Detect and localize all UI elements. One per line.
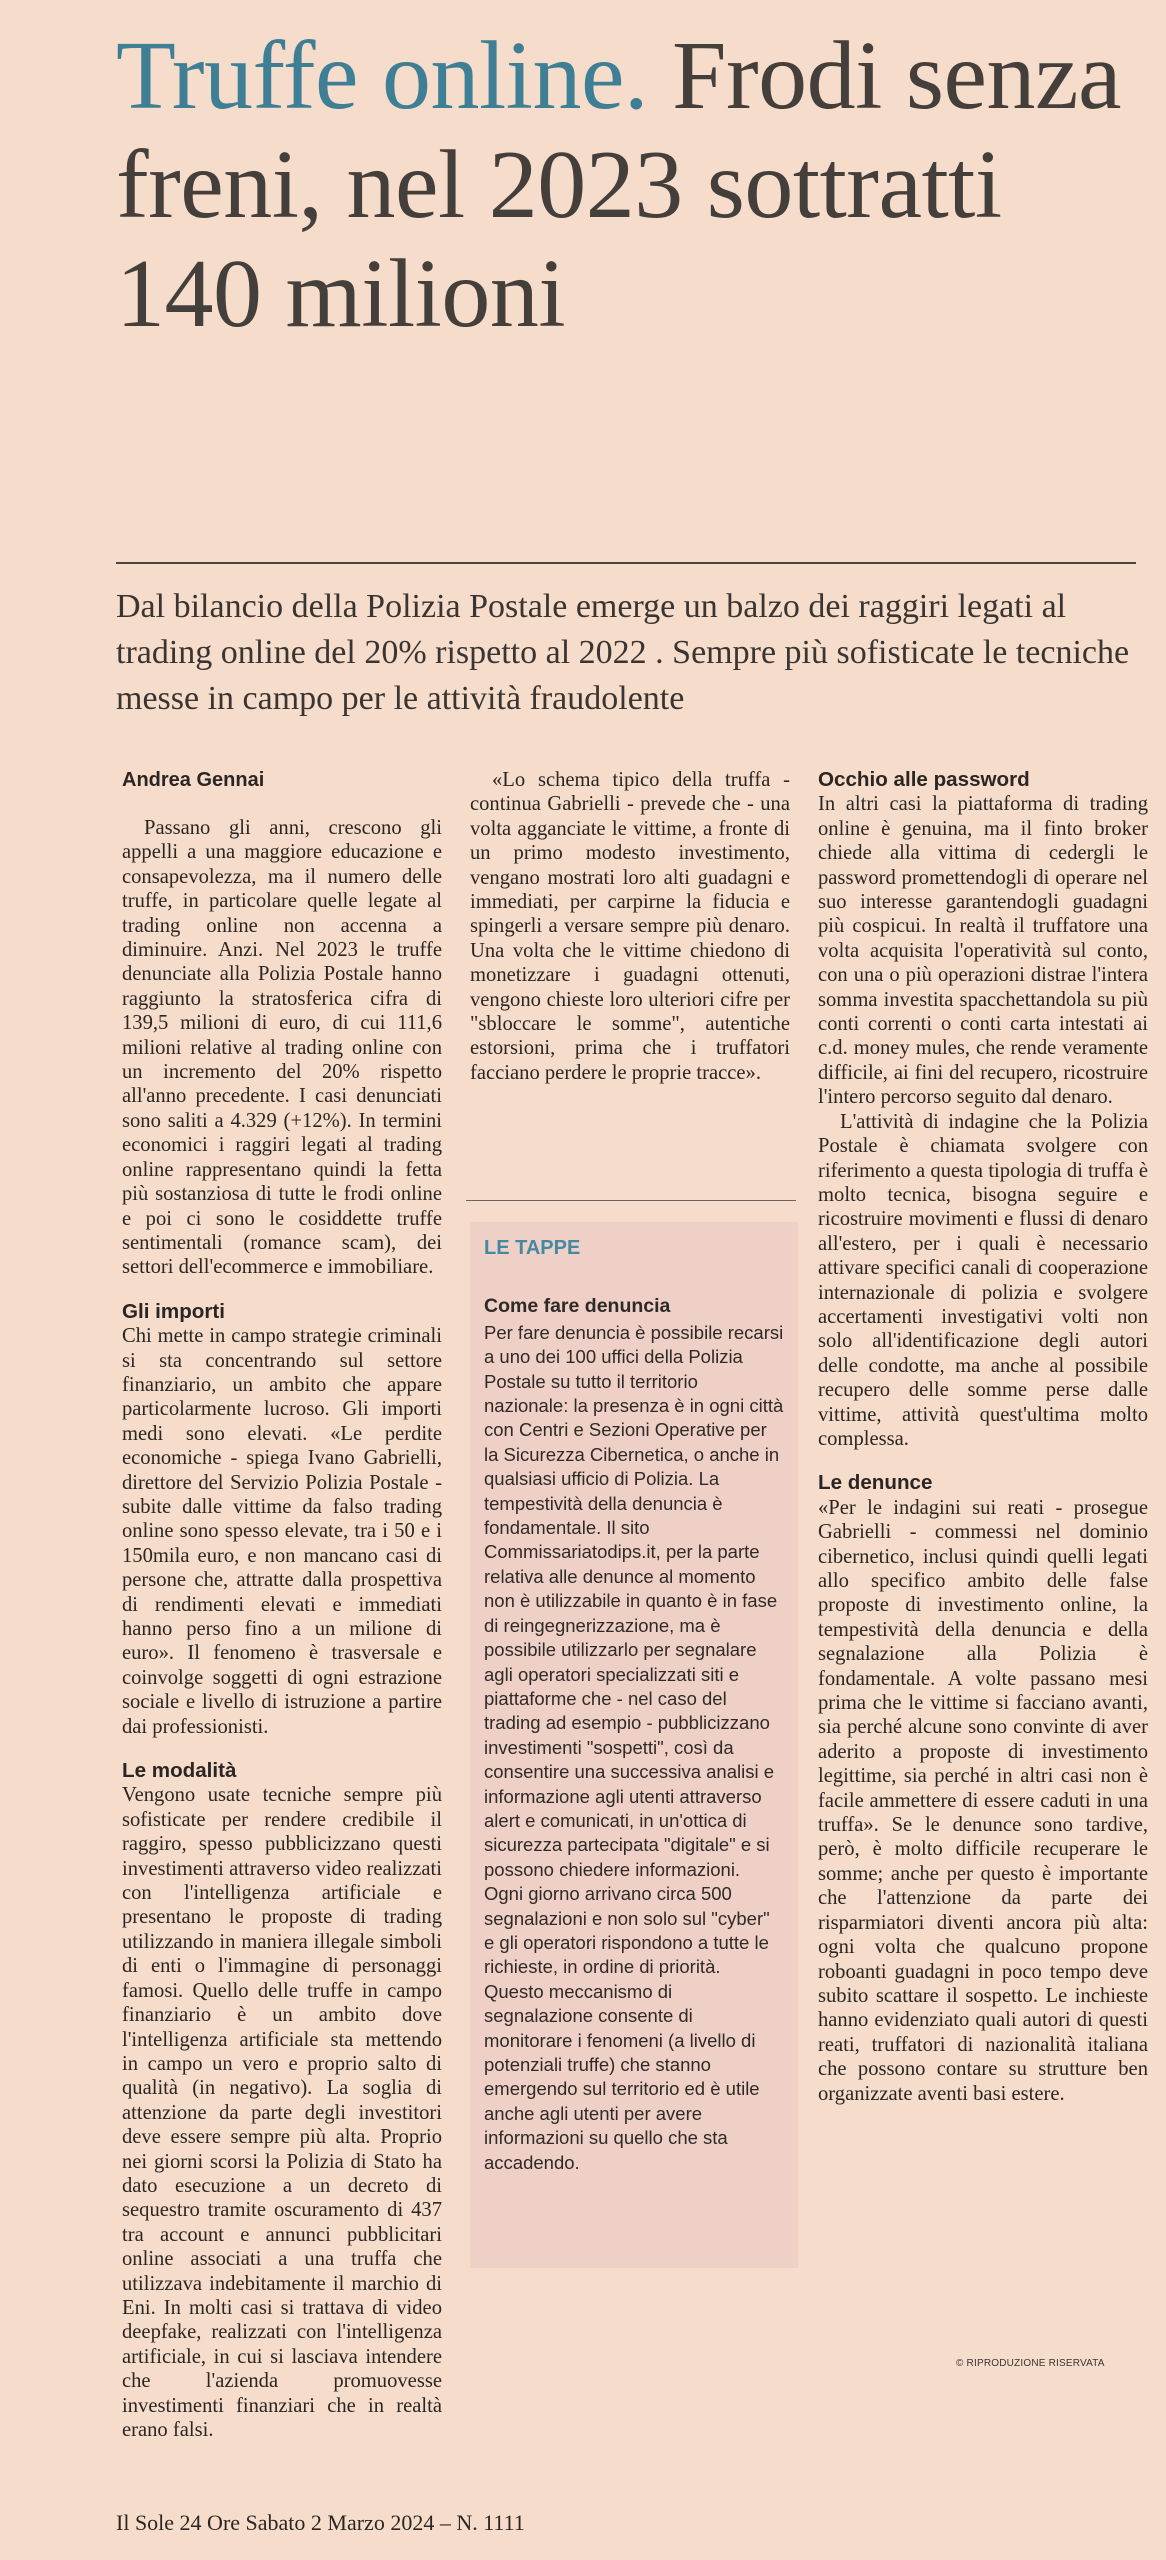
sidebar-box xyxy=(470,1222,798,2268)
paragraph-intro: Passano gli anni, crescono gli appelli a una maggiore educazione e consapevolezza, ma il numero delle truffe, in particolare quelle legate al trading online non accenna a diminuire. Anzi. Nel 2023 le truffe denunciate alla Polizia Postale hanno raggiunto la stratosferica cifra di 139,5 milioni di euro, di cui 111,6 milioni relative al trading online con un incremento del 20% rispetto all'anno precedente. I casi denunciati sono saliti a 4.329 (+12%). In termini economici i raggiri legati al trading online rappresentano quindi la fetta più sostanziosa di tutte le frodi online e poi ci sono le cosiddette truffe sentimentali (romance scam), dei settori dell'ecommerce e immobiliare. xyxy=(122,817,442,1279)
paragraph-password: In altri casi la piattaforma di trading online è genuina, ma il finto broker chiede alla vittima di cedergli le password promettendogli di operare nel suo interesse garantendogli guadagni più cospicui. In realtà il truffatore una volta acquisita l'operatività sul conto, con una o più operazioni distrae l'intera somma investita spacchettandola su più conti correnti o conti carta intestati ai c.d. money mules, che rende veramente difficile, ai fini del recupero, ricostruire l'intero percorso seguito dal denaro. xyxy=(818,793,1148,1109)
box-tag: LE TAPPE xyxy=(484,1237,581,1259)
column-separator xyxy=(466,1200,796,1201)
headline-kicker: Truffe online. xyxy=(116,22,648,130)
paragraph-schema: «Lo schema tipico della truffa - continua Gabrielli - prevede che - una volta agganciate le vittime, a fronte di un primo modesto investimento, vengano mostrati loro alti guadagni e immediati, per carpirne la fiducia e spingerli a versare sempre più denaro. Una volta che le vittime chiedono di monetizzare i guadagni ottenuti, vengono chieste loro ulteriori cifre per "sbloccare le somme", autentiche estorsioni, prima che i truffatori facciano perdere le proprie tracce». xyxy=(470,769,790,1084)
section-heading-modalita: Le modalità xyxy=(122,1759,237,1783)
top-rule xyxy=(116,562,1136,564)
paragraph-modalita: Vengono usate tecniche sempre più sofisticate per rendere credibile il raggiro, spesso pubblicizzano questi investimenti attraverso video realizzati con l'intelligenza artificiale e presentano le proposte di trading utilizzando in maniera illegale simboli di enti o l'immagine di personaggi famosi. Quello delle truffe in campo finanziario è un ambito dove l'intelligenza artificiale sta mettendo in campo un vero e proprio salto di qualità (in negativo). La soglia di attenzione da parte degli investitori deve essere sempre più alta. Proprio nei giorni scorsi la Polizia di Stato ha dato esecuzione a un decreto di sequestro tramite oscuramento di 437 tra account e annunci pubblicitari online associati a una truffa che utilizzava indebitamente il marchio di Eni. In molti casi si trattava di video deepfake, realizzati con l'intelligenza artificiale, in cui si lasciava intendere che l'azienda promuovesse investimenti finanziari che in realtà erano falsi. xyxy=(122,1784,442,2441)
paragraph-importi: Chi mette in campo strategie criminali si sta concentrando sul settore finanziario, un ambito che appare particolarmente lucroso. Gli importi medi sono elevati. «Le perdite economiche - spiega Ivano Gabrielli, direttore del Servizio Polizia Postale - subite dalle vittime da falso trading online sono spesso elevate, tra i 50 e i 150mila euro, e non mancano casi di persone che, attratte dalla prospettiva di rendimenti elevati e immediati hanno perso fino a un milione di euro». Il fenomeno è trasversale e coinvolge soggetti di ogni estrazione sociale e livello di istruzione a partire dai professionisti. xyxy=(122,1325,442,1738)
section-heading-password: Occhio alle password xyxy=(818,768,1030,791)
article-column-2 xyxy=(470,768,790,1085)
headline xyxy=(116,22,1126,349)
publication-footer: Il Sole 24 Ore Sabato 2 Marzo 2024 – N. 1111 xyxy=(116,2510,525,2535)
section-heading-importi: Gli importi xyxy=(122,1299,225,1323)
box-text: Per fare denuncia è possibile recarsi a uno dei 100 uffici della Polizia Postale su tutto il territorio nazionale: la presenza è in ogni città con Centri e Sezioni Operative per la Sicurezza Cibernetica, o anche in qualsiasi ufficio di Polizia. La tempestività della denuncia è fondamentale. Il sito Commissariatodips.it, per la parte relativa alle denunce al momento non è utilizzabile in quanto è in fase di reingegnerizzazione, ma è possibile utilizzarlo per segnalare agli operatori specializzati siti e piattaforme che - nel caso del trading ad esempio - pubblicizzano investimenti "sospetti", così da consentire una successiva analisi e informazione agli utenti attraverso alert e comunicati, in un'ottica di sicurezza partecipata "digitale" e si possono chiedere informazioni. Ogni giorno arrivano circa 500 segnalazioni e non solo sul "cyber" e gli operatori rispondono a tutte le richieste, in ordine di priorità. Questo meccanismo di segnalazione consente di monitorare i fenomeni (a livello di potenziali truffe) che stanno emergendo sul territorio ed è utile anche agli utenti per avere informazioni su quello che sta accadendo. xyxy=(484,1321,784,2173)
copyright-note: © RIPRODUZIONE RISERVATA xyxy=(956,2358,1105,2369)
article-column-3 xyxy=(818,768,1148,2106)
standfirst: Dal bilancio della Polizia Postale emerge un balzo dei raggiri legati al trading online del 20% rispetto al 2022 . Sempre più sofisticate le tecniche messe in campo per le attività fraudolente xyxy=(116,588,1130,717)
box-title: Come fare denuncia xyxy=(484,1295,671,1318)
paragraph-indagine: L'attività di indagine che la Polizia Postale è chiamata svolgere con riferimento a questa tipologia di truffa è molto tecnica, bisogna seguire e ricostruire movimenti e flussi di denaro all'estero, per i quali è necessario attivare specifici canali di cooperazione internazionale di polizia e svolgere accertamenti investigativi volti non solo all'identificazione degli autori delle condotte, ma anche al possibile recupero delle somme perse dalle vittime, attività quest'ultima molto complessa. xyxy=(818,1110,1148,1450)
headline-title: Frodi senza freni, nel 2023 sottratti 140 milioni xyxy=(116,22,1121,348)
article-column-1 xyxy=(122,768,442,2442)
paragraph-denunce: «Per le indagini sui reati - prosegue Gabrielli - commessi nel dominio cibernetico, inclusi quindi quelli legati allo specifico ambito delle false proposte di investimento online, la tempestività della denuncia e della segnalazione alla Polizia è fondamentale. A volte passano mesi prima che le vittime si facciano avanti, sia perché alcune sono convinte di aver aderito a proposte di investimento legittime, sia perché in altri casi non è facile ammettere di essere caduti in una truffa». Se le denunce sono tardive, però, è molto difficile recuperare le somme; anche per questo è importante che l'attenzione da parte dei risparmiatori diventi ancora più alta: ogni volta che qualcuno propone roboanti guadagni in poco tempo deve subito scattare il sospetto. Le inchieste hanno evidenziato quali autori di questi reati, truffatori di nazionalità italiana che possono contare su strutture ben organizzate aventi basi estere. xyxy=(818,1496,1148,2105)
section-heading-denunce: Le denunce xyxy=(818,1471,933,1495)
byline: Andrea Gennai xyxy=(122,769,265,791)
